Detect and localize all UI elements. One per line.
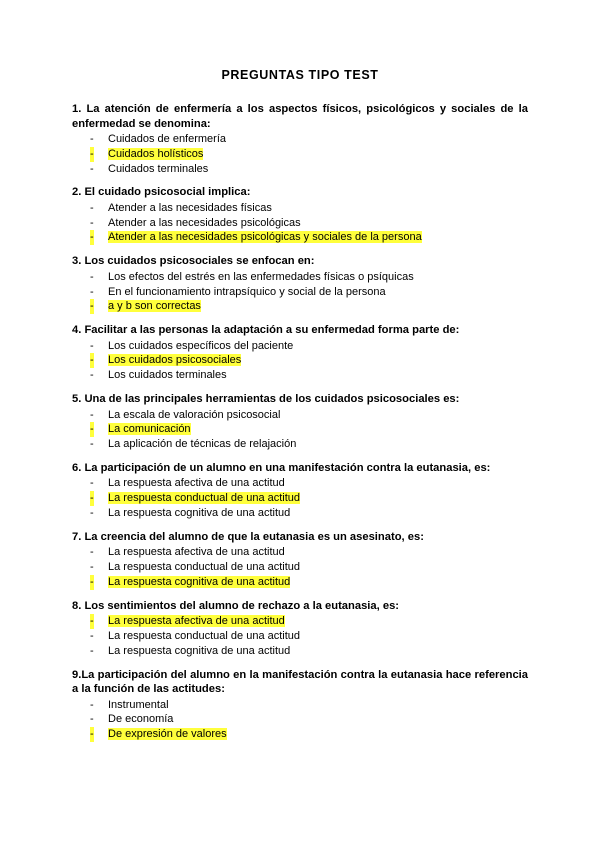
dash-bullet: - (90, 162, 94, 175)
dash-bullet: - (90, 201, 94, 214)
answer-options (72, 408, 528, 452)
answer-option (72, 476, 528, 491)
dash-bullet: - (90, 369, 94, 382)
answer-option (72, 712, 528, 727)
question-3 (72, 254, 528, 314)
answer-line (108, 133, 226, 145)
answer-text: Atender a las necesidades psicológicas y sociales de la persona (108, 231, 422, 244)
question-text: 7. La creencia del alumno de que la eutanasia es un asesinato, es: (72, 530, 424, 543)
question-text: 3. Los cuidados psicosociales se enfocan en: (72, 255, 315, 268)
answer-text: La respuesta conductual de una actitud (108, 561, 301, 574)
dash-bullet: - (90, 133, 94, 145)
answer-option-correct (72, 422, 528, 437)
question-text: 5. Una de las principales herramientas de los cuidados psicosociales es: (72, 393, 460, 406)
dash-bullet: - (90, 630, 94, 643)
question-4 (72, 323, 528, 383)
answer-option (72, 132, 528, 147)
answer-option (72, 629, 528, 644)
answer-option (72, 506, 528, 521)
answer-line (108, 409, 280, 421)
highlighted-answer (108, 423, 191, 435)
dash-bullet: - (90, 339, 94, 352)
highlighted-answer (108, 231, 422, 243)
answer-text: La respuesta afectiva de una actitud (108, 477, 285, 490)
answer-option-correct (72, 353, 528, 368)
dash-bullet: - (90, 698, 94, 711)
dash-bullet: - (90, 408, 94, 421)
answer-text: La respuesta cognitiva de una actitud (108, 507, 291, 520)
answer-line (108, 217, 301, 229)
answer-options (72, 201, 528, 245)
answer-options (72, 614, 528, 658)
answer-option (72, 216, 528, 231)
dash-bullet: - (90, 285, 94, 298)
question-1 (72, 102, 528, 176)
answer-line (108, 477, 285, 489)
dash-bullet: - (90, 492, 94, 505)
answer-line (108, 369, 227, 381)
question-9 (72, 668, 528, 742)
question-text: 9.La participación del alumno en la manifestación contra la eutanasia hace referencia a la función de las actitudes: (72, 668, 528, 696)
answer-text: La respuesta afectiva de una actitud (108, 615, 285, 628)
answer-text: Cuidados de enfermería (108, 133, 227, 145)
answer-text: Los cuidados específicos del paciente (108, 339, 294, 352)
dash-bullet: - (90, 507, 94, 520)
answer-option (72, 368, 528, 383)
dash-bullet: - (90, 728, 94, 741)
page-title: PREGUNTAS TIPO TEST (221, 68, 379, 82)
answer-line (108, 286, 386, 298)
highlighted-answer (108, 148, 203, 160)
highlighted-answer (108, 492, 300, 504)
answer-options (72, 339, 528, 383)
answer-line (108, 713, 173, 725)
answer-option (72, 545, 528, 560)
answer-text: Los cuidados terminales (108, 369, 227, 382)
question-text: 6. La participación de un alumno en una manifestación contra la eutanasia, es: (72, 461, 491, 474)
answer-option (72, 162, 528, 177)
answer-option-correct (72, 147, 528, 162)
answer-options (72, 545, 528, 589)
answer-text: Los efectos del estrés en las enfermedades físicas o psíquicas (108, 270, 414, 283)
answer-line (108, 699, 169, 711)
question-text: 1. La atención de enfermería a los aspectos físicos, psicológicos y sociales de la enfermedad se denomina: (72, 103, 528, 130)
answer-option (72, 560, 528, 575)
dash-bullet: - (90, 231, 94, 244)
answer-text: De expresión de valores (108, 728, 227, 741)
answer-line (108, 438, 296, 450)
answer-option-correct (72, 614, 528, 629)
question-2 (72, 185, 528, 245)
question-text: 8. Los sentimientos del alumno de rechazo a la eutanasia, es: (72, 599, 400, 612)
dash-bullet: - (90, 423, 94, 436)
answer-option (72, 437, 528, 452)
answer-option-correct (72, 299, 528, 314)
answer-options (72, 132, 528, 176)
answer-text: La escala de valoración psicosocial (108, 408, 281, 421)
answer-option (72, 698, 528, 713)
answer-text: La respuesta cognitiva de una actitud (108, 644, 291, 657)
answer-text: Cuidados terminales (108, 162, 209, 175)
dash-bullet: - (90, 300, 94, 313)
question-6 (72, 461, 528, 521)
answer-text: Instrumental (108, 698, 169, 711)
answer-text: La respuesta conductual de una actitud (108, 630, 301, 643)
answer-text: La respuesta cognitiva de una actitud (108, 575, 291, 588)
answer-option (72, 339, 528, 354)
answer-option (72, 644, 528, 659)
answer-text: Atender a las necesidades físicas (108, 201, 272, 214)
dash-bullet: - (90, 438, 94, 451)
dash-bullet: - (90, 575, 94, 588)
answer-line (108, 163, 208, 175)
answer-option (72, 201, 528, 216)
answer-line (108, 507, 290, 519)
question-list (72, 102, 528, 751)
dash-bullet: - (90, 644, 94, 657)
answer-options (72, 698, 528, 742)
answer-option (72, 408, 528, 423)
answer-text: La respuesta afectiva de una actitud (108, 546, 285, 559)
answer-text: La respuesta conductual de una actitud (108, 492, 301, 505)
highlighted-answer (108, 354, 241, 366)
answer-text: Los cuidados psicosociales (108, 354, 242, 367)
answer-line (108, 271, 414, 283)
question-text: 2. El cuidado psicosocial implica: (72, 186, 251, 199)
answer-option-correct (72, 575, 528, 590)
answer-option-correct (72, 491, 528, 506)
answer-option-correct (72, 727, 528, 742)
dash-bullet: - (90, 546, 94, 559)
highlighted-answer (108, 576, 290, 588)
answer-options (72, 270, 528, 314)
answer-line (108, 546, 285, 558)
dash-bullet: - (90, 147, 94, 160)
dash-bullet: - (90, 615, 94, 628)
answer-text: a y b son correctas (108, 300, 201, 313)
answer-line (108, 340, 293, 352)
dash-bullet: - (90, 477, 94, 490)
dash-bullet: - (90, 216, 94, 229)
answer-text: De economía (108, 713, 174, 726)
answer-text: En el funcionamiento intrapsíquico y social de la persona (108, 285, 386, 298)
answer-line (108, 630, 300, 642)
answer-line (108, 202, 272, 214)
dash-bullet: - (90, 270, 94, 283)
question-8 (72, 599, 528, 659)
highlighted-answer (108, 728, 227, 740)
answer-option-correct (72, 230, 528, 245)
answer-line (108, 561, 300, 573)
question-text: 4. Facilitar a las personas la adaptación a su enfermedad forma parte de: (72, 324, 460, 337)
answer-line (108, 645, 290, 657)
answer-option (72, 285, 528, 300)
answer-text: Atender a las necesidades psicológicas (108, 216, 301, 229)
question-7 (72, 530, 528, 590)
question-5 (72, 392, 528, 452)
answer-text: Cuidados holísticos (108, 147, 204, 160)
dash-bullet: - (90, 561, 94, 574)
answer-text: La comunicación (108, 423, 191, 436)
answer-option (72, 270, 528, 285)
highlighted-answer (108, 300, 201, 312)
highlighted-answer (108, 615, 285, 627)
dash-bullet: - (90, 354, 94, 367)
dash-bullet: - (90, 713, 94, 726)
answer-text: La aplicación de técnicas de relajación (108, 438, 297, 451)
answer-options (72, 476, 528, 520)
